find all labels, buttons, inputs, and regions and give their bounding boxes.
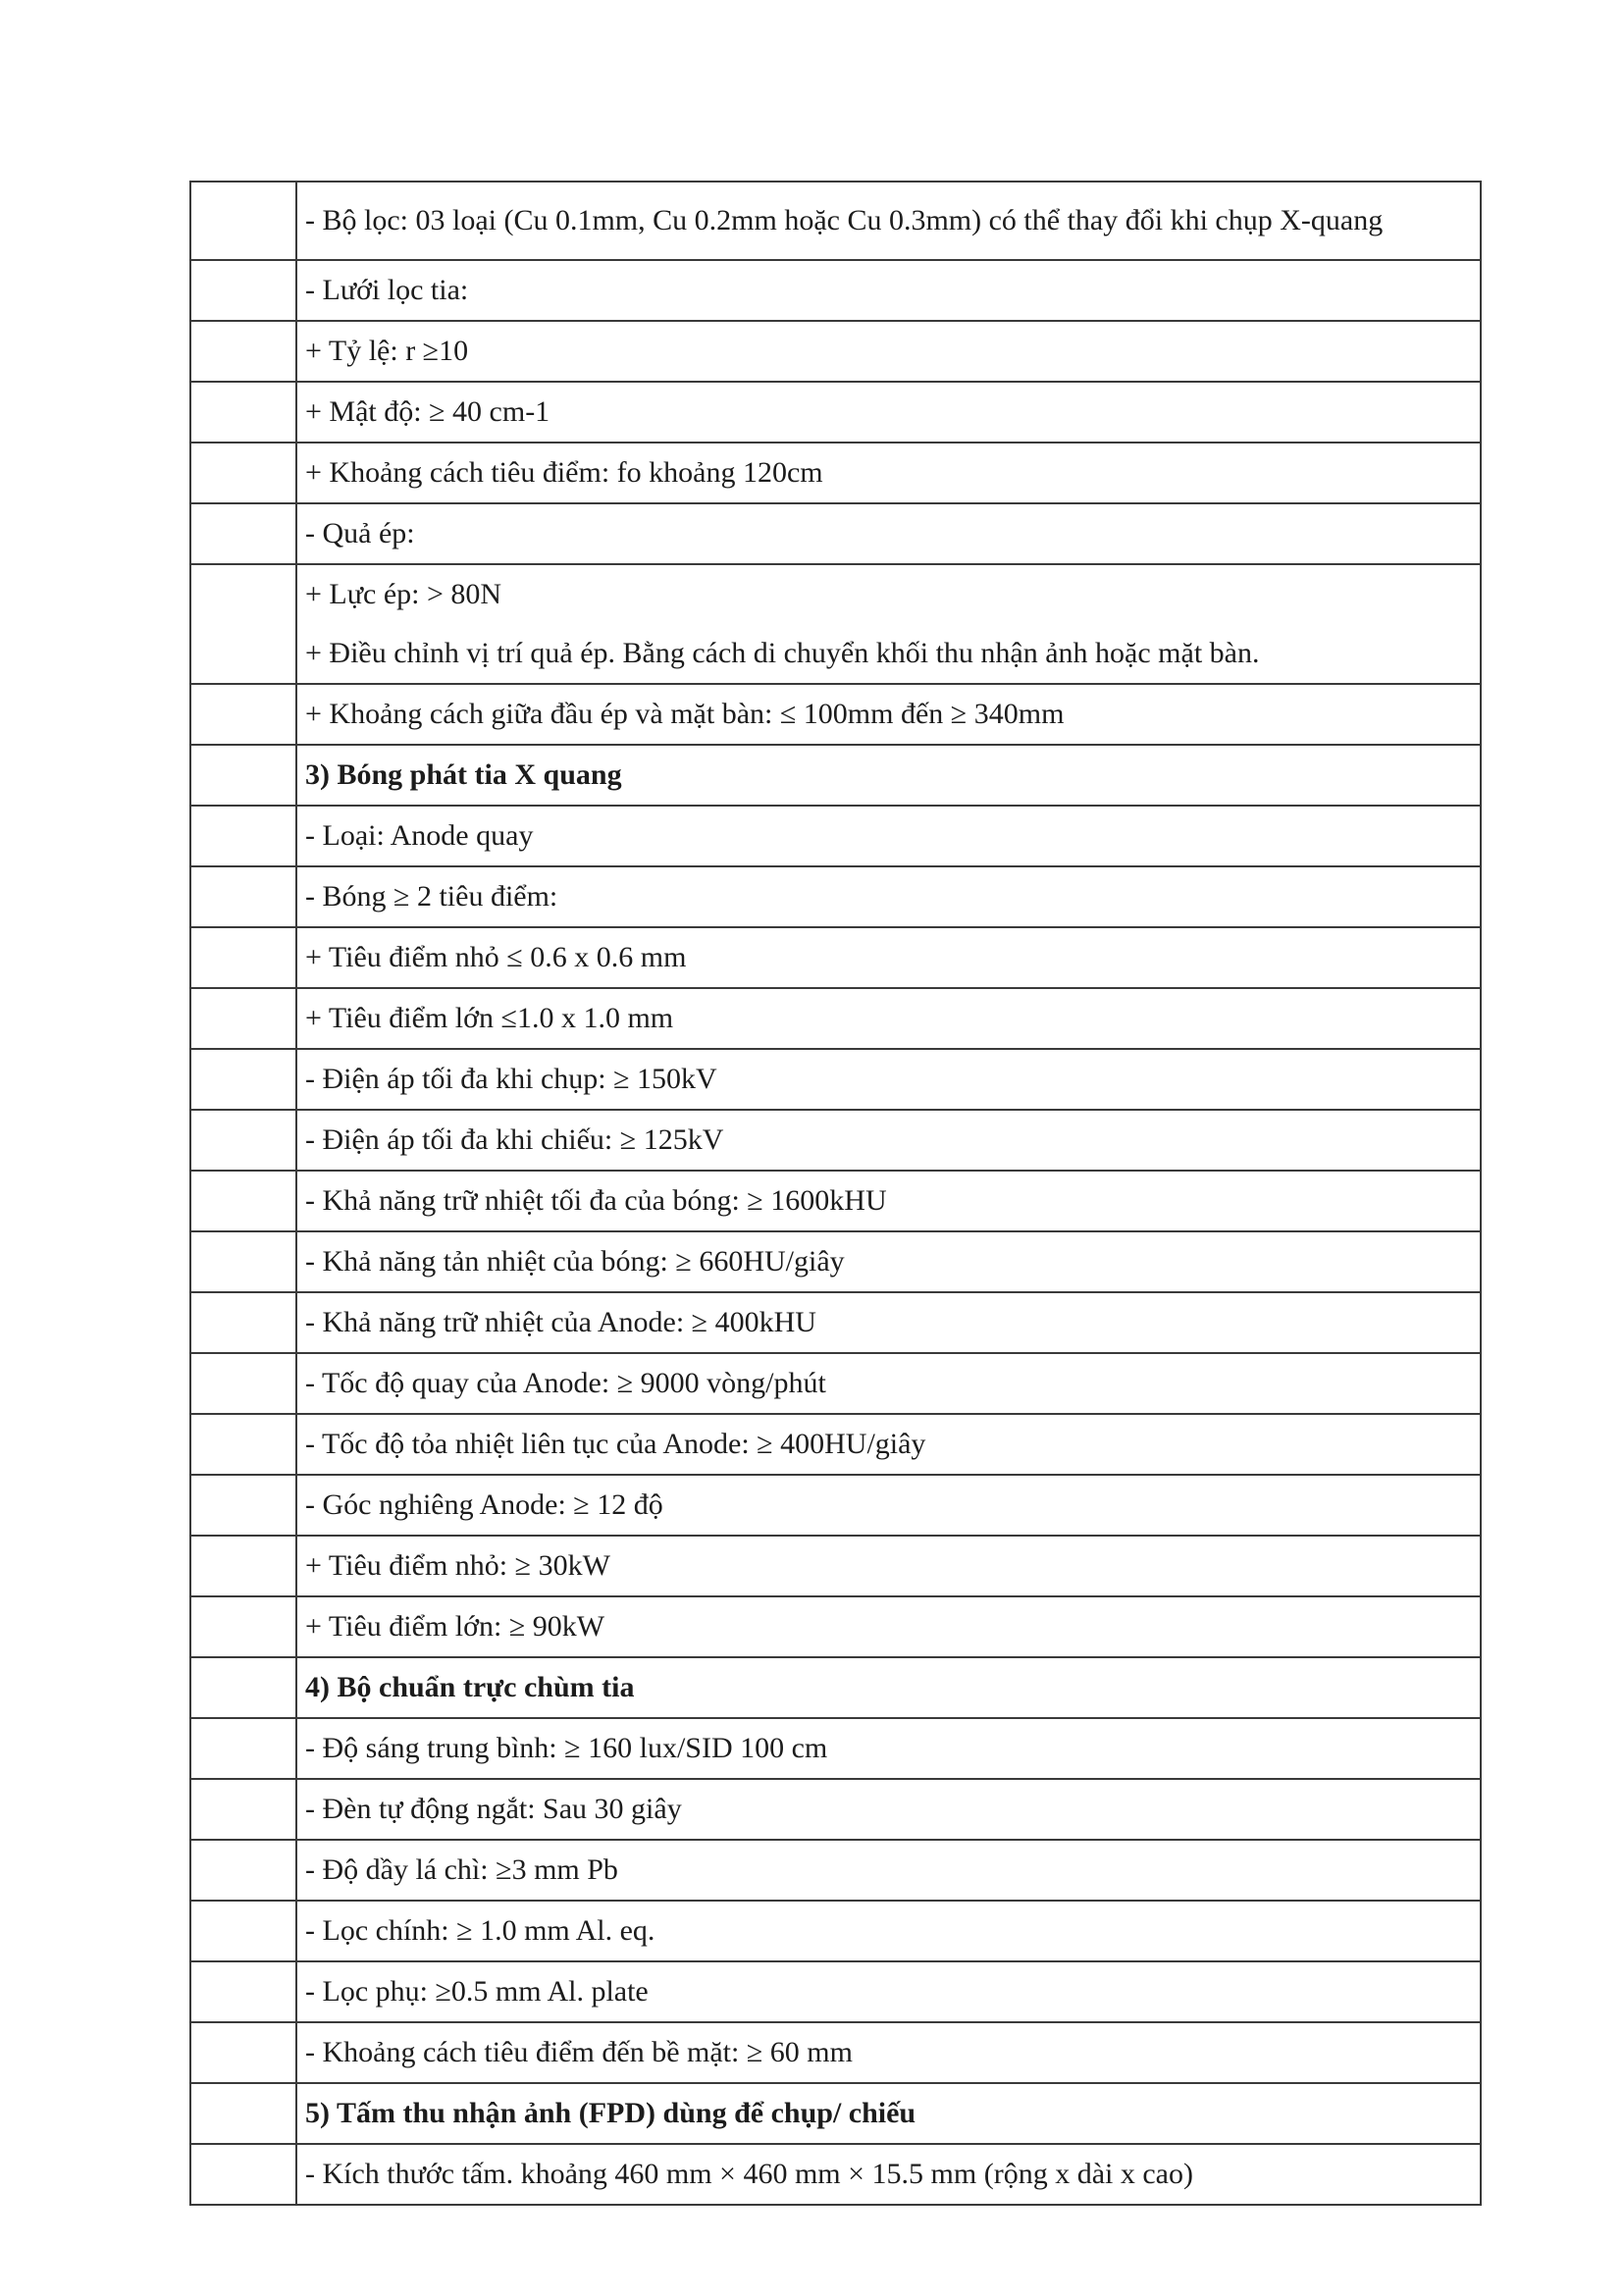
table-row (190, 1596, 1481, 1657)
table-row (190, 182, 1481, 260)
table-row (190, 321, 1481, 382)
index-cell (190, 1779, 296, 1840)
content-cell (296, 1657, 1481, 1718)
index-cell (190, 382, 296, 443)
row-text: + Khoảng cách tiêu điểm: fo khoảng 120cm (305, 456, 823, 489)
table-row (190, 443, 1481, 503)
row-text: - Khả năng trữ nhiệt tối đa của bóng: ≥ 1600kHU (305, 1184, 887, 1217)
row-text: + Khoảng cách giữa đầu ép và mặt bàn: ≤ 100mm đến ≥ 340mm (305, 698, 1065, 730)
row-text: + Mật độ: ≥ 40 cm-1 (305, 395, 550, 428)
row-text: - Tốc độ tỏa nhiệt liên tục của Anode: ≥ 400HU/giây (305, 1428, 926, 1460)
content-cell (296, 684, 1481, 745)
row-text: - Khoảng cách tiêu điểm đến bề mặt: ≥ 60 mm (305, 2036, 853, 2068)
section-heading-row (190, 745, 1481, 806)
index-cell (190, 1414, 296, 1475)
index-cell (190, 1110, 296, 1171)
index-cell (190, 1596, 296, 1657)
row-text: - Góc nghiêng Anode: ≥ 12 độ (305, 1488, 663, 1521)
table-row (190, 927, 1481, 988)
index-cell (190, 182, 296, 260)
content-cell (296, 503, 1481, 564)
content-cell (296, 1596, 1481, 1657)
index-cell (190, 2144, 296, 2205)
content-cell (296, 1049, 1481, 1110)
table-row (190, 1353, 1481, 1414)
index-cell (190, 806, 296, 866)
row-text: - Loại: Anode quay (305, 819, 534, 852)
row-text: - Quả ép: (305, 517, 415, 549)
content-cell (296, 443, 1481, 503)
row-text-line-1: + Lực ép: > 80N (305, 578, 502, 610)
table-row (190, 1475, 1481, 1536)
index-cell (190, 1657, 296, 1718)
row-text: + Tỷ lệ: r ≥10 (305, 335, 469, 367)
table-row (190, 1231, 1481, 1292)
table-row (190, 382, 1481, 443)
content-cell (296, 745, 1481, 806)
content-cell (296, 1110, 1481, 1171)
row-text: + Tiêu điểm nhỏ: ≥ 30kW (305, 1549, 610, 1582)
section-heading: 5) Tấm thu nhận ảnh (FPD) dùng để chụp/ chiếu (305, 2097, 916, 2129)
table-row (190, 1049, 1481, 1110)
table-row (190, 1779, 1481, 1840)
table-row (190, 866, 1481, 927)
index-cell (190, 988, 296, 1049)
table-row (190, 564, 1481, 684)
row-text: - Điện áp tối đa khi chiếu: ≥ 125kV (305, 1123, 724, 1156)
table-row (190, 1292, 1481, 1353)
index-cell (190, 503, 296, 564)
table-row (190, 2022, 1481, 2083)
row-text: - Độ dầy lá chì: ≥3 mm Pb (305, 1853, 618, 1886)
index-cell (190, 443, 296, 503)
section-heading: 4) Bộ chuẩn trực chùm tia (305, 1671, 635, 1703)
content-cell (296, 1353, 1481, 1414)
index-cell (190, 684, 296, 745)
table-row (190, 1171, 1481, 1231)
index-cell (190, 321, 296, 382)
content-cell (296, 564, 1481, 684)
table-row (190, 806, 1481, 866)
row-text: - Tốc độ quay của Anode: ≥ 9000 vòng/phút (305, 1367, 826, 1399)
table-row (190, 1901, 1481, 1961)
index-cell (190, 1171, 296, 1231)
row-text: - Lưới lọc tia: (305, 274, 469, 306)
content-cell (296, 1718, 1481, 1779)
index-cell (190, 1049, 296, 1110)
table-row (190, 1961, 1481, 2022)
content-cell (296, 1414, 1481, 1475)
table-row (190, 988, 1481, 1049)
content-cell (296, 1901, 1481, 1961)
content-cell (296, 260, 1481, 321)
content-cell (296, 988, 1481, 1049)
content-cell (296, 1779, 1481, 1840)
row-text: - Lọc chính: ≥ 1.0 mm Al. eq. (305, 1914, 655, 1947)
content-cell (296, 1475, 1481, 1536)
specification-table-body (190, 182, 1481, 2205)
section-heading: 3) Bóng phát tia X quang (305, 758, 622, 791)
index-cell (190, 745, 296, 806)
row-text: + Tiêu điểm lớn: ≥ 90kW (305, 1610, 605, 1643)
row-text: - Kích thước tấm. khoảng 460 mm × 460 mm × 15.5 mm (rộng x dài x cao) (305, 2158, 1193, 2190)
index-cell (190, 1901, 296, 1961)
index-cell (190, 927, 296, 988)
table-row (190, 1536, 1481, 1596)
index-cell (190, 1353, 296, 1414)
index-cell (190, 260, 296, 321)
content-cell (296, 1536, 1481, 1596)
content-cell (296, 1231, 1481, 1292)
index-cell (190, 1292, 296, 1353)
content-cell (296, 2144, 1481, 2205)
row-text: - Lọc phụ: ≥0.5 mm Al. plate (305, 1975, 649, 2008)
content-cell (296, 927, 1481, 988)
index-cell (190, 1718, 296, 1779)
table-row (190, 1718, 1481, 1779)
index-cell (190, 564, 296, 684)
content-cell (296, 1961, 1481, 2022)
row-text: - Khả năng tản nhiệt của bóng: ≥ 660HU/giây (305, 1245, 845, 1278)
row-text: - Bóng ≥ 2 tiêu điểm: (305, 880, 558, 913)
content-cell (296, 321, 1481, 382)
table-row (190, 503, 1481, 564)
content-cell (296, 806, 1481, 866)
table-row (190, 1414, 1481, 1475)
content-cell (296, 2022, 1481, 2083)
row-text-line-2: + Điều chỉnh vị trí quả ép. Bằng cách di chuyển khối thu nhận ảnh hoặc mặt bàn. (305, 637, 1260, 669)
section-heading-row (190, 1657, 1481, 1718)
content-cell (296, 1840, 1481, 1901)
row-text: - Độ sáng trung bình: ≥ 160 lux/SID 100 cm (305, 1732, 828, 1764)
index-cell (190, 1840, 296, 1901)
content-cell (296, 2083, 1481, 2144)
section-heading-row (190, 2083, 1481, 2144)
specification-table (189, 181, 1482, 2206)
index-cell (190, 2022, 296, 2083)
row-text: + Tiêu điểm nhỏ ≤ 0.6 x 0.6 mm (305, 941, 687, 973)
content-cell (296, 866, 1481, 927)
row-text: - Điện áp tối đa khi chụp: ≥ 150kV (305, 1063, 717, 1095)
index-cell (190, 1536, 296, 1596)
table-row (190, 260, 1481, 321)
index-cell (190, 866, 296, 927)
table-row (190, 2144, 1481, 2205)
index-cell (190, 1961, 296, 2022)
row-text: - Đèn tự động ngắt: Sau 30 giây (305, 1793, 682, 1825)
row-text: + Tiêu điểm lớn ≤1.0 x 1.0 mm (305, 1002, 674, 1034)
index-cell (190, 1231, 296, 1292)
row-text: - Bộ lọc: 03 loại (Cu 0.1mm, Cu 0.2mm hoặc Cu 0.3mm) có thể thay đổi khi chụp X-quang (305, 204, 1384, 236)
index-cell (190, 2083, 296, 2144)
table-row (190, 1110, 1481, 1171)
table-row (190, 684, 1481, 745)
index-cell (190, 1475, 296, 1536)
content-cell (296, 1292, 1481, 1353)
content-cell (296, 382, 1481, 443)
content-cell (296, 182, 1481, 260)
row-text: - Khả năng trữ nhiệt của Anode: ≥ 400kHU (305, 1306, 816, 1338)
table-row (190, 1840, 1481, 1901)
content-cell (296, 1171, 1481, 1231)
